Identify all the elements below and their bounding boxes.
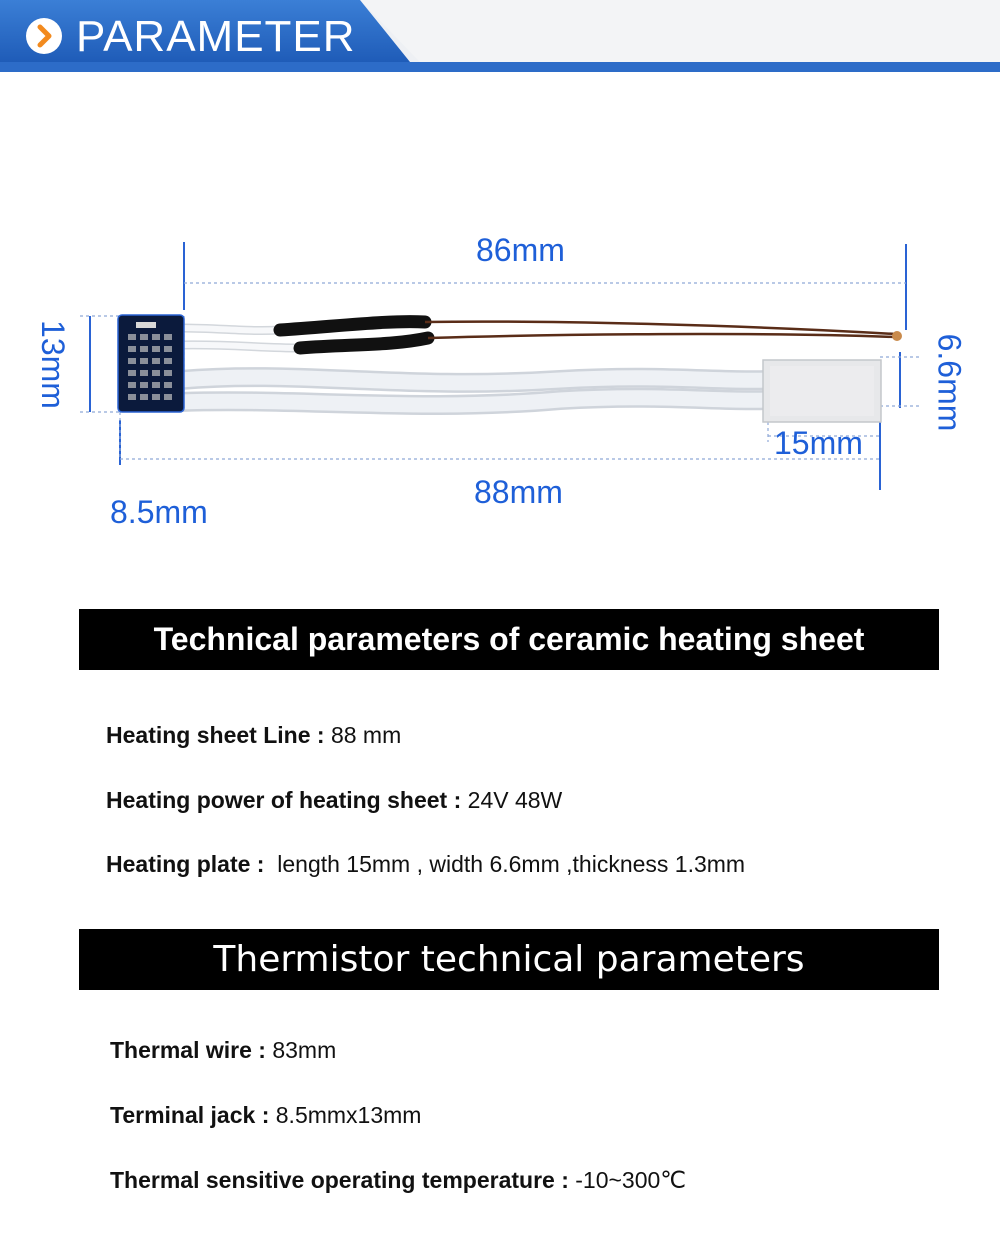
param-operating-temperature — [110, 1167, 686, 1194]
param-label: Heating sheet Line : — [106, 722, 331, 748]
dimension-plate-length-label: 15mm — [774, 425, 863, 461]
param-heating-sheet-line — [106, 722, 401, 749]
param-label: Terminal jack : — [110, 1102, 276, 1128]
chevron-right-icon — [26, 18, 62, 54]
param-thermal-wire — [110, 1037, 336, 1064]
param-label: Thermal sensitive operating temperature : — [110, 1167, 576, 1193]
param-heating-plate — [106, 851, 745, 878]
param-value: 8.5mmx13mm — [275, 1102, 422, 1128]
page-title: PARAMETER — [76, 12, 356, 61]
param-terminal-jack — [110, 1102, 421, 1129]
param-heating-power — [106, 787, 562, 814]
param-value: 88 mm — [330, 722, 402, 748]
section-title-thermistor: Thermistor technical parameters — [213, 939, 805, 980]
dimension-height-label: 13mm — [34, 320, 71, 409]
dimension-connector-width-label: 8.5mm — [110, 494, 208, 530]
dimension-bottom-label: 88mm — [474, 474, 563, 510]
param-value: 83mm — [272, 1037, 337, 1063]
param-label: Heating power of heating sheet : — [106, 787, 468, 813]
param-label: Heating plate : — [106, 851, 278, 877]
dimension-top-label: 86mm — [476, 232, 565, 268]
section-header-thermistor — [79, 929, 939, 990]
header-banner — [0, 0, 1000, 72]
param-value: 24V 48W — [467, 787, 563, 813]
param-label: Thermal wire : — [110, 1037, 273, 1063]
param-value: length 15mm , width 6.6mm ,thickness 1.3mm — [277, 851, 746, 877]
param-value: -10~300℃ — [575, 1167, 687, 1193]
dimension-plate-width-label: 6.6mm — [931, 333, 968, 432]
section-title-ceramic: Technical parameters of ceramic heating sheet — [153, 621, 865, 657]
product-dimension-diagram — [0, 230, 1000, 540]
section-header-ceramic — [79, 609, 939, 670]
